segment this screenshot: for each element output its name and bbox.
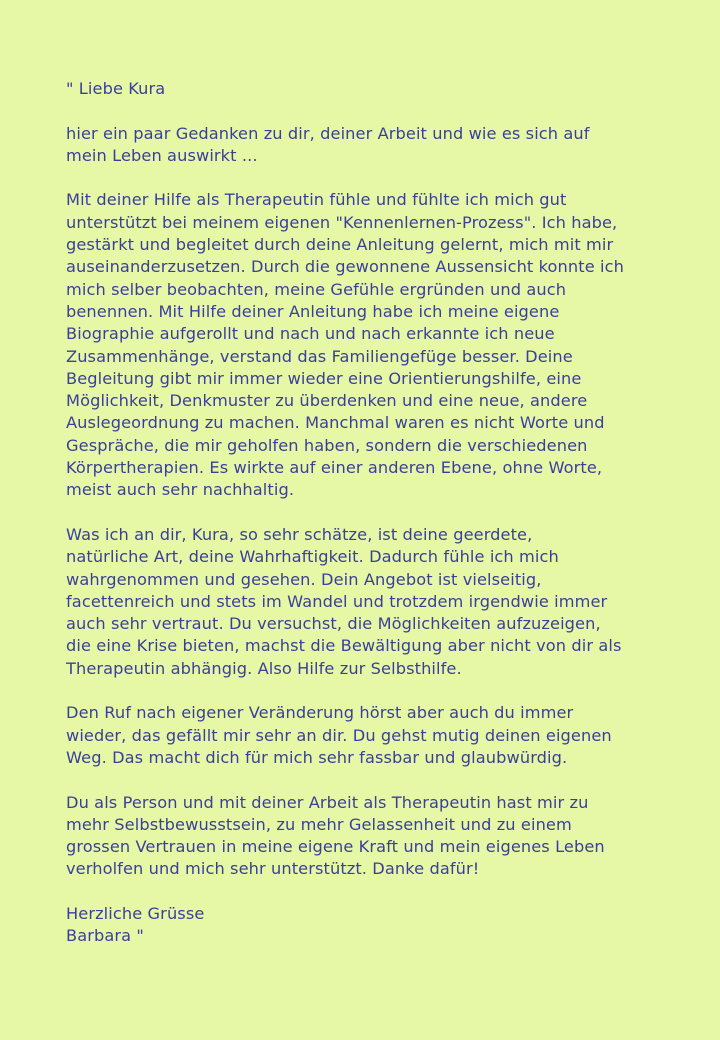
paragraph-line: Möglichkeit, Denkmuster zu überdenken und eine neue, andere	[66, 391, 588, 411]
paragraph-line: wieder, das gefällt mir sehr an dir. Du gehst mutig deinen eigenen	[66, 725, 612, 745]
paragraph-line: meist auch sehr nachhaltig.	[66, 480, 295, 500]
paragraph-line: grossen Vertrauen in meine eigene Kraft und mein eigenes Leben	[66, 837, 605, 857]
paragraph-line: Den Ruf nach eigener Veränderung hörst aber auch du immer	[66, 703, 574, 723]
paragraph-line: wahrgenommen und gesehen. Dein Angebot ist vielseitig,	[66, 569, 542, 589]
signature: Barbara "	[66, 926, 144, 946]
closing: Herzliche Grüsse	[66, 903, 205, 923]
paragraph-line: Körpertherapien. Es wirkte auf einer anderen Ebene, ohne Worte,	[66, 458, 603, 478]
paragraph-line: Mit deiner Hilfe als Therapeutin fühle und fühlte ich mich gut	[66, 190, 567, 210]
paragraph-line: mehr Selbstbewusstsein, zu mehr Gelassenheit und zu einem	[66, 814, 572, 834]
paragraph-gap	[66, 100, 676, 122]
paragraph-line: Auslegeordnung zu machen. Manchmal waren es nicht Worte und	[66, 413, 605, 433]
paragraph-gap	[66, 680, 676, 702]
paragraph-line: Weg. Das macht dich für mich sehr fassbar und glaubwürdig.	[66, 747, 568, 767]
paragraph-gap	[66, 881, 676, 903]
paragraph-change	[66, 702, 676, 769]
paragraph-line: die eine Krise bieten, machst die Bewältigung aber nicht von dir als	[66, 636, 622, 656]
paragraph-line: mich selber beobachten, meine Gefühle ergründen und auch	[66, 279, 567, 299]
paragraph-line: verholfen und mich sehr unterstützt. Danke dafür!	[66, 859, 480, 879]
intro-line: hier ein paar Gedanken zu dir, deiner Arbeit und wie es sich auf	[66, 123, 590, 143]
paragraph-line: benennen. Mit Hilfe deiner Anleitung habe ich meine eigene	[66, 301, 560, 321]
paragraph-thanks	[66, 792, 676, 881]
paragraph-line: unterstützt bei meinem eigenen "Kennenlernen-Prozess". Ich habe,	[66, 212, 618, 232]
paragraph-line: auch sehr vertraut. Du versuchst, die Möglichkeiten aufzuzeigen,	[66, 614, 601, 634]
paragraph-line: Zusammenhänge, verstand das Familiengefüge besser. Deine	[66, 346, 573, 366]
paragraph-line: natürliche Art, deine Wahrhaftigkeit. Dadurch fühle ich mich	[66, 547, 559, 567]
paragraph-line: Gespräche, die mir geholfen haben, sondern die verschiedenen	[66, 435, 588, 455]
paragraph-therapy-support	[66, 189, 676, 501]
intro-paragraph	[66, 123, 676, 168]
paragraph-line: Begleitung gibt mir immer wieder eine Orientierungshilfe, eine	[66, 368, 582, 388]
paragraph-line: Therapeutin abhängig. Also Hilfe zur Selbsthilfe.	[66, 658, 462, 678]
paragraph-line: Was ich an dir, Kura, so sehr schätze, ist deine geerdete,	[66, 524, 533, 544]
paragraph-line: gestärkt und begleitet durch deine Anleitung gelernt, mich mit mir	[66, 235, 614, 255]
paragraph-gap	[66, 769, 676, 791]
paragraph-appreciation	[66, 524, 676, 680]
paragraph-gap	[66, 502, 676, 524]
greeting: " Liebe Kura	[66, 79, 166, 98]
paragraph-line: Du als Person und mit deiner Arbeit als Therapeutin hast mir zu	[66, 792, 589, 812]
paragraph-gap	[66, 167, 676, 189]
paragraph-line: auseinanderzusetzen. Durch die gewonnene Aussensicht konnte ich	[66, 257, 624, 277]
paragraph-line: facettenreich und stets im Wandel und trotzdem irgendwie immer	[66, 591, 608, 611]
paragraph-line: Biographie aufgerollt und nach und nach erkannte ich neue	[66, 324, 555, 344]
letter-body	[66, 78, 676, 948]
intro-line: mein Leben auswirkt ...	[66, 145, 258, 165]
